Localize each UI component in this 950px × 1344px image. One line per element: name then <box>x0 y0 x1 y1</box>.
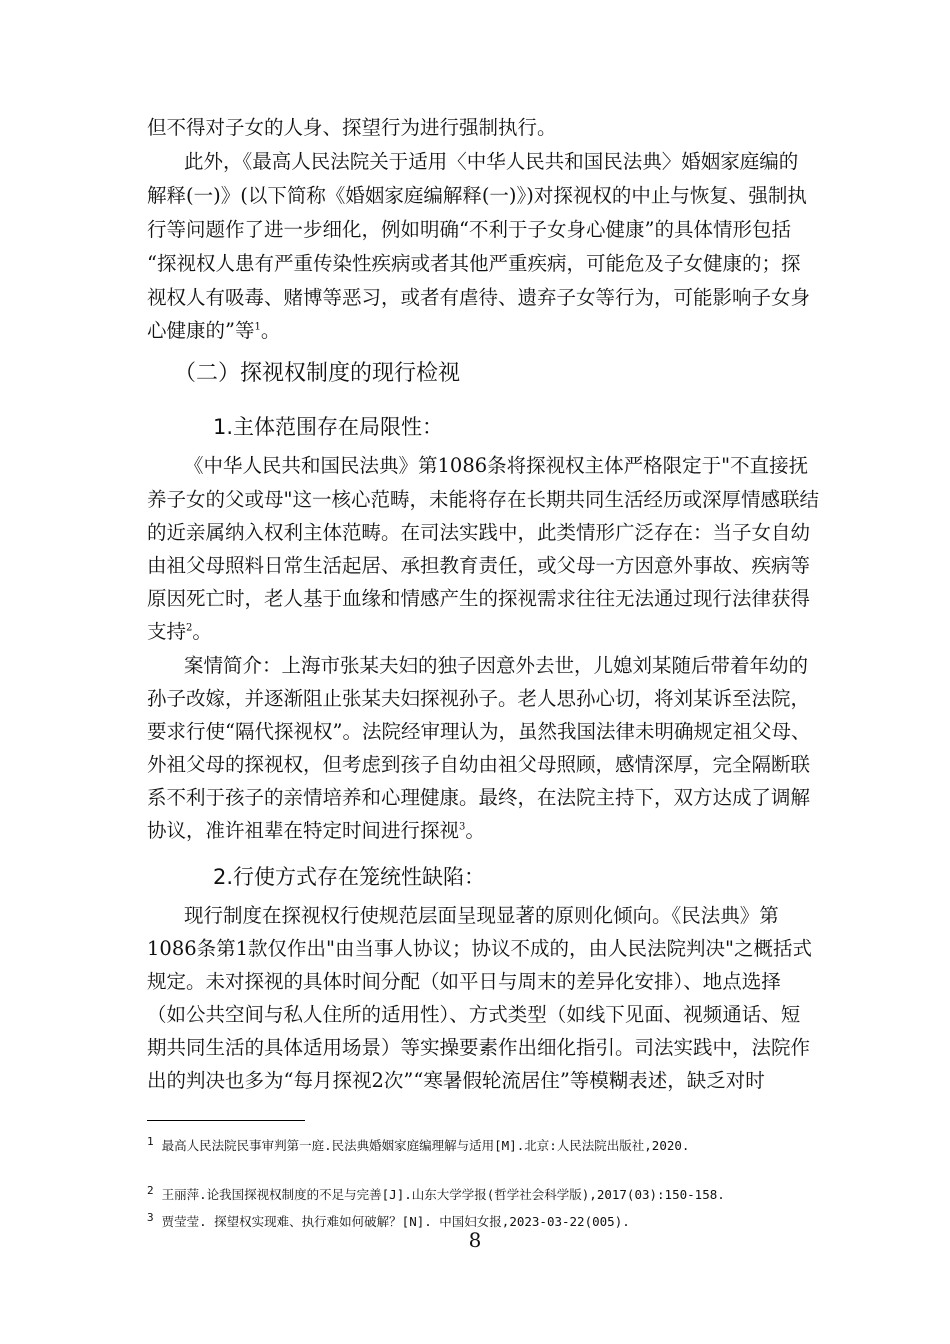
body-text-line: 视权人有吸毒、赌博等恶习，或者有虐待、遗弃子女等行为，可能影响子女身 <box>147 286 811 309</box>
body-text-line: 期共同生活的具体适用场景）等实操要素作出细化指引。司法实践中，法院作 <box>147 1036 811 1059</box>
footnote <box>147 1134 689 1154</box>
footnote-divider <box>147 1120 305 1121</box>
text-span: 。 <box>192 620 212 643</box>
body-text-line <box>147 819 807 843</box>
subsection-heading: 2.行使方式存在笼统性缺陷： <box>213 865 486 889</box>
body-text-line: 此外，《最高人民法院关于适用〈中华人民共和国民法典〉婚姻家庭编的 <box>184 150 799 173</box>
footnote-text: 最高人民法院民事审判第一庭.民法典婚姻家庭编理解与适用[M].北京:人民法院出版社,2020. <box>161 1138 690 1154</box>
text-span: 心健康的”等 <box>147 319 255 342</box>
subsection-heading: 1.主体范围存在局限性： <box>213 415 444 439</box>
body-text-line: 但不得对子女的人身、探望行为进行强制执行。 <box>147 116 557 139</box>
body-text-line: 要求行使“隔代探视权”。法院经审理认为，虽然我国法律未明确规定祖父母、 <box>147 720 811 743</box>
body-text-line: （如公共空间与私人住所的适用性）、方式类型（如线下见面、视频通话、短 <box>147 1003 801 1026</box>
text-span: 协议，准许祖辈在特定时间进行探视 <box>147 819 460 842</box>
text-span: 。 <box>465 819 485 842</box>
footnote <box>147 1183 725 1203</box>
body-text-line: 出的判决也多为“每月探视2次”“寒暑假轮流居住”等模糊表述，缺乏对时 <box>147 1069 765 1092</box>
footnote-ref[interactable]: 2 <box>186 622 193 634</box>
section-heading: （二）探视权制度的现行检视 <box>174 361 461 386</box>
body-text-line: 1086条第1款仅作出"由当事人协议；协议不成的，由人民法院判决"之概括式 <box>147 937 812 960</box>
text-span: 。 <box>260 319 281 342</box>
body-text-line <box>147 319 807 343</box>
body-text-line: 案情简介：上海市张某夫妇的独子因意外去世，儿媳刘某随后带着年幼的 <box>184 654 809 677</box>
body-text-line: 原因死亡时，老人基于血缘和情感产生的探视需求往往无法通过现行法律获得 <box>147 587 811 610</box>
body-text-line: 外祖父母的探视权，但考虑到孩子自幼由祖父母照顾，感情深厚，完全隔断联 <box>147 753 811 776</box>
body-text-line: 现行制度在探视权行使规范层面呈现显著的原则化倾向。《民法典》第 <box>184 904 779 927</box>
body-text-line: 规定。未对探视的具体时间分配（如平日与周末的差异化安排）、地点选择 <box>147 970 781 993</box>
body-text-line: “探视权人患有严重传染性疾病或者其他严重疾病，可能危及子女健康的；探 <box>147 252 801 275</box>
body-text-line: 由祖父母照料日常生活起居、承担教育责任，或父母一方因意外事故、疾病等 <box>147 554 811 577</box>
body-text-line <box>147 620 807 644</box>
footnote-number: 1 <box>147 1135 154 1148</box>
footnote-ref[interactable]: 3 <box>459 821 466 833</box>
body-text-line: 系不利于孩子的亲情培养和心理健康。最终，在法院主持下，双方达成了调解 <box>147 786 811 809</box>
body-text-line: 解释(一)》(以下简称《婚姻家庭编解释(一)》)对探视权的中止与恢复、强制执 <box>147 184 807 207</box>
footnote-text: 王丽萍.论我国探视权制度的不足与完善[J].山东大学学报(哲学社会科学版),2017(03):150-158. <box>161 1187 725 1203</box>
page-number: 8 <box>468 1228 482 1252</box>
body-text-line: 《中华人民共和国民法典》第1086条将探视权主体严格限定于"不直接抚 <box>184 454 809 477</box>
body-text-line: 孙子改嫁，并逐渐阻止张某夫妇探视孙子。老人思孙心切，将刘某诉至法院， <box>147 687 811 710</box>
footnote-number: 3 <box>147 1211 154 1224</box>
footnote-text: 贾莹莹. 探望权实现难、执行难如何破解？[N]. 中国妇女报,2023-03-22(005). <box>161 1214 630 1230</box>
body-text-line: 行等问题作了进一步细化，例如明确“不利于子女身心健康”的具体情形包括 <box>147 218 791 241</box>
body-text-line: 的近亲属纳入权利主体范畴。在司法实践中，此类情形广泛存在：当子女自幼 <box>147 521 811 544</box>
text-span: 支持 <box>147 620 187 643</box>
footnote-ref[interactable]: 1 <box>254 321 261 333</box>
body-text-line: 养子女的父或母"这一核心范畴，未能将存在长期共同生活经历或深厚情感联结 <box>147 488 819 511</box>
footnote-number: 2 <box>147 1184 154 1197</box>
